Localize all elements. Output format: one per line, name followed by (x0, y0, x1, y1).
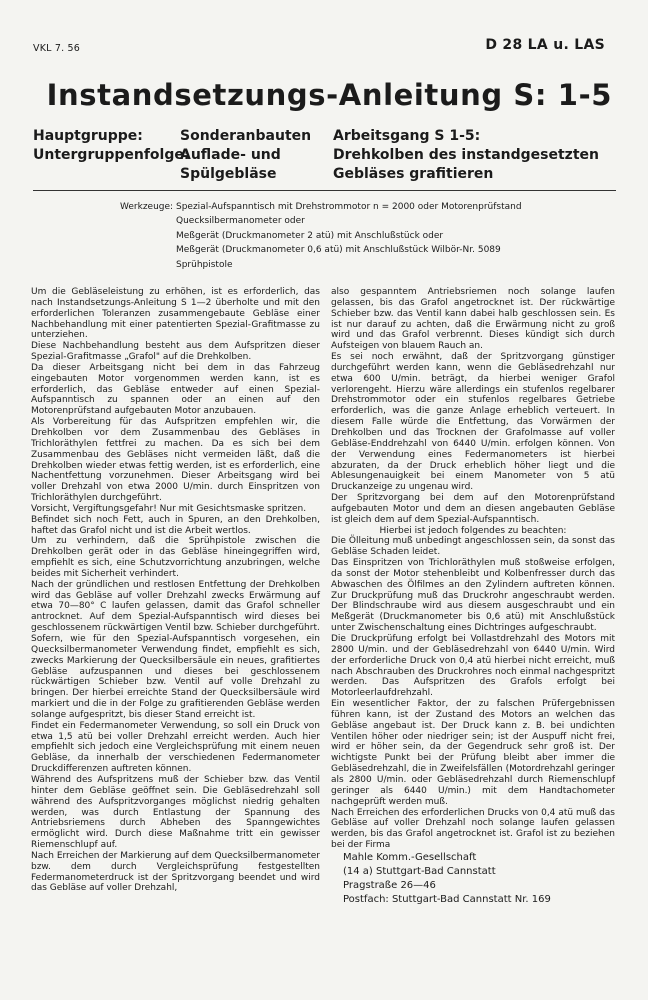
paragraph: Nach der gründlichen und restlosen Entfettung der Drehkolben wird das Gebläse auf voller Drehzahl zwecks Erwärmung auf etwa 70—80° C laufen gelassen, damit das Grafol schneller antrocknet. Auf dem Spezial-Aufspanntisch wird dieses bei geschlossenem rückwärtigen Ventil bzw. Schieber durchgeführt. (31, 579, 320, 634)
paragraph: Nach Erreichen der Markierung auf dem Quecksilbermanometer bzw. dem durch Vergleichsprüfung festgestellten Federmanometerdruck ist der Spritzvorgang beendet und wird das Gebläse auf voller Drehzahl, (31, 850, 320, 894)
paragraph: Befindet sich noch Fett, auch in Spuren, an den Drehkolben, haftet das Grafol nicht und ist die Arbeit wertlos. (31, 514, 320, 536)
paragraph: Als Vorbereitung für das Aufspritzen empfehlen wir, die Drehkolben vor dem Zusammenbau des Gebläses in Trichloräthylen fettfrei zu machen. Da es sich bei dem Zusammenbau des Gebläses nicht vermeiden läßt, daß die Drehkolben wieder etwas fettig werden, ist es erforderlich, eine Nachentfettung vorzunehmen. Dieser Arbeitsgang wird bei voller Drehzahl von etwa 2000 U/min. durch Einspritzen von Trichloräthylen durchgeführt. (31, 417, 320, 504)
tools-item: Spezial-Aufspanntisch mit Drehstrommotor n = 2000 oder Motorenprüfstand (176, 202, 522, 212)
operation-value-line-2: Gebläses grafitieren (333, 166, 494, 182)
supplier-line: Postfach: Stuttgart-Bad Cannstatt Nr. 169 (343, 893, 551, 905)
paragraph: Das Einspritzen von Trichloräthylen muß stoßweise erfolgen, da sonst der Motor stehenbleibt und Kolbenfresser durch das Abwaschen des Ölfilmes an den Zylindern auftreten können. Zur Druckprüfung muß das Druckrohr angeschraubt werden. Der Blindschraube wird aus diesem ausgeschraubt und ein Meßgerät (Druckmanometer bis 0,6 atü) mit Anschlußstück unter Zwischenschaltung eines Dichtringes aufgeschraubt. (331, 558, 615, 634)
paragraph: Es sei noch erwähnt, daß der Spritzvorgang günstiger durchgeführt werden kann, wenn die Gebläsedrehzahl nur etwa 600 U/min. beträgt, da hierbei weniger Grafol verlorengeht. Hierzu wäre allerdings ein stufenlos regelbarer Drehstrommotor oder ein stufenlos regelbares Getriebe erforderlich, was die ganze Anlage erheblich verteuert. In diesem Falle würde die Entfettung, das Vorwärmen der Drehkolben und das Trocknen der Grafolmasse auf voller Gebläse-Enddrehzahl von 6440 U/min. erfolgen können. Von der Verwendung eines Federmanometers ist hierbei abzuraten, da der Druck erheblich höher liegt und die Ablesungenauigkeit bei einem Manometer von 5 atü Druckanzeige zu ungenau wird. (331, 352, 615, 493)
paragraph: Ein wesentlicher Faktor, der zu falschen Prüfergebnissen führen kann, ist der Zustand des Motors an welchen das Gebläse angebaut ist. Der Druck kann z. B. bei undichten Ventilen höher oder niedriger sein; ist der Auspuff nicht frei, wird er höher sein, da der Gegendruck sehr groß ist. Der wichtigste Punkt bei der Prüfung bleibt aber immer die Gebläsedrehzahl, die in Zweifelsfällen (Motordrehzahl geringer als 2800 U/min. oder Gebläsedrehzahl durch Riemenschlupf geringer als 6440 U/min.) mit dem Handtachometer nachgeprüft werden muß. (331, 699, 615, 807)
paragraph: Sofern, wie für den Spezial-Aufspanntisch vorgesehen, ein Quecksilbermanometer Verwendung findet, empfiehlt es sich, zwecks Markierung der Quecksilbersäule ein neues, grafitiertes Gebläse aufzuspannen und dieses bei geschlossenem rückwärtigen Schieber bzw. Ventil auf volle Drehzahl zu bringen. Der hierbei erreichte Stand der Quecksilbersäule wird markiert und die in der Folge zu grafitierenden Gebläse werden solange aufgespritzt, bis dieser Stand erreicht ist. (31, 634, 320, 720)
subgroup-value-line-2: Spülgebläse (180, 166, 277, 182)
tools-item: Quecksilbermanometer oder (176, 216, 305, 227)
paragraph: Während des Aufspritzens muß der Schieber bzw. das Ventil hinter dem Gebläse geöffnet sein. Die Gebläsedrehzahl soll während des Aufspritzvorganges möglichst niedrig gehalten werden, was durch Entlastung der Spannung des Antriebsriemens durch Abheben des Spanngewichtes ermöglicht wird. Durch diese Maßnahme tritt ein gewisser Riemenschlupf auf. (31, 774, 320, 851)
tools-list (176, 200, 522, 272)
body-column-left (31, 287, 320, 894)
operation-label: Arbeitsgang S 1-5: (333, 128, 481, 144)
paragraph: Hierbei ist jedoch folgendes zu beachten: (379, 525, 567, 536)
paragraph: Die Ölleitung muß unbedingt angeschlossen sein, da sonst das Gebläse Schaden leidet. (331, 536, 615, 558)
subgroup-value-line-1: Auflade- und (180, 147, 281, 163)
paragraph: Findet ein Federmanometer Verwendung, so soll ein Druck von etwa 1,5 atü bei voller Drehzahl erreicht werden. Auch hier empfiehlt sich jedoch eine Vergleichsprüfung mit einem neuen Gebläse, da innerhalb der verschiedenen Federmanometer Druckdifferenzen auftreten können. (31, 720, 320, 775)
paragraph: Der Spritzvorgang bei dem auf den Motorenprüfstand aufgebauten Motor und dem an diesen angebauten Gebläse ist gleich dem auf dem Spezial-Aufspanntisch. (331, 493, 615, 525)
paragraph: Um die Gebläseleistung zu erhöhen, ist es erforderlich, das nach Instandsetzungs-Anleitung S 1—2 überholte und mit den erforderlichen Toleranzen zusammengebaute Gebläse einer Nachbehandlung mit einer patentierten Spezial-Grafitmasse zu unterziehen. (31, 287, 320, 341)
paragraph: Diese Nachbehandlung besteht aus dem Aufspritzen dieser Spezial-Grafitmasse „Grafol" auf die Drehkolben. (31, 341, 320, 363)
operation-value-line-1: Drehkolben des instandgesetzten (333, 147, 599, 163)
paragraph: Da dieser Arbeitsgang nicht bei dem in das Fahrzeug eingebauten Motor vorgenommen werden kann, ist es erforderlich, das Gebläse entweder auf einen Spezial-Aufspanntisch zu spannen oder an einen auf den Motorenprüfstand aufgebauten Motor anzubauen. (31, 362, 320, 417)
tools-item: Sprühpistole (176, 259, 233, 270)
page-title: Instandsetzungs-Anleitung S: 1-5 (46, 78, 612, 112)
subgroup-label: Untergruppenfolge: (33, 147, 190, 163)
paragraph: also gespanntem Antriebsriemen noch solange laufen gelassen, bis das Grafol angetrocknet ist. Der rückwärtige Schieber bzw. das Ventil kann dabei halb geschlossen sein. Es ist nur darauf zu achten, daß die Erwärmung nicht zu groß wird und das Grafol verbrennt. Dieses kündigt sich durch Aufsteigen von blauem Rauch an. (331, 287, 615, 352)
model-designation: D 28 LA u. LAS (485, 37, 605, 53)
header-divider (33, 190, 616, 191)
tools-label: Werkzeuge: (120, 202, 174, 212)
paragraph: Die Druckprüfung erfolgt bei Vollastdrehzahl des Motors mit 2800 U/min. und der Gebläsedrehzahl von 6440 U/min. Wird der erforderliche Druck von 0,4 atü hierbei nicht erreicht, muß nach Abschrauben des Druckrohres noch einmal nachgespritzt werden. Das Aufspritzen des Grafols erfolgt bei Motorleerlaufdrehzahl. (331, 634, 615, 699)
supplier-address (331, 851, 615, 907)
paragraph: Um zu verhindern, daß die Sprühpistole zwischen die Drehkolben gerät oder in das Gebläse hineingegriffen wird, empfiehlt es sich, eine Schutzvorrichtung anzubringen, welche beides mit Sicherheit verhindert. (31, 536, 320, 579)
supplier-line: Pragstraße 26—46 (343, 879, 436, 891)
tools-item: Meßgerät (Druckmanometer 2 atü) mit Anschlußstück oder (176, 230, 444, 241)
document-code: VKL 7. 56 (33, 43, 81, 54)
body-column-right (331, 287, 615, 907)
paragraph: Nach Erreichen des erforderlichen Drucks von 0,4 atü muß das Gebläse auf voller Drehzahl noch solange laufen gelassen werden, bis das Grafol angetrocknet ist. Grafol ist zu beziehen bei der Firma (331, 807, 615, 851)
tools-item: Meßgerät (Druckmanometer 0,6 atü) mit Anschlußstück Wilbör-Nr. 5089 (176, 245, 501, 256)
supplier-line: (14 a) Stuttgart-Bad Cannstatt (343, 865, 496, 877)
group-value: Sonderanbauten (180, 128, 312, 144)
group-label: Hauptgruppe: (33, 128, 143, 144)
supplier-line: Mahle Komm.-Gesellschaft (343, 851, 477, 863)
paragraph: Vorsicht, Vergiftungsgefahr! Nur mit Gesichtsmaske spritzen. (31, 503, 307, 514)
